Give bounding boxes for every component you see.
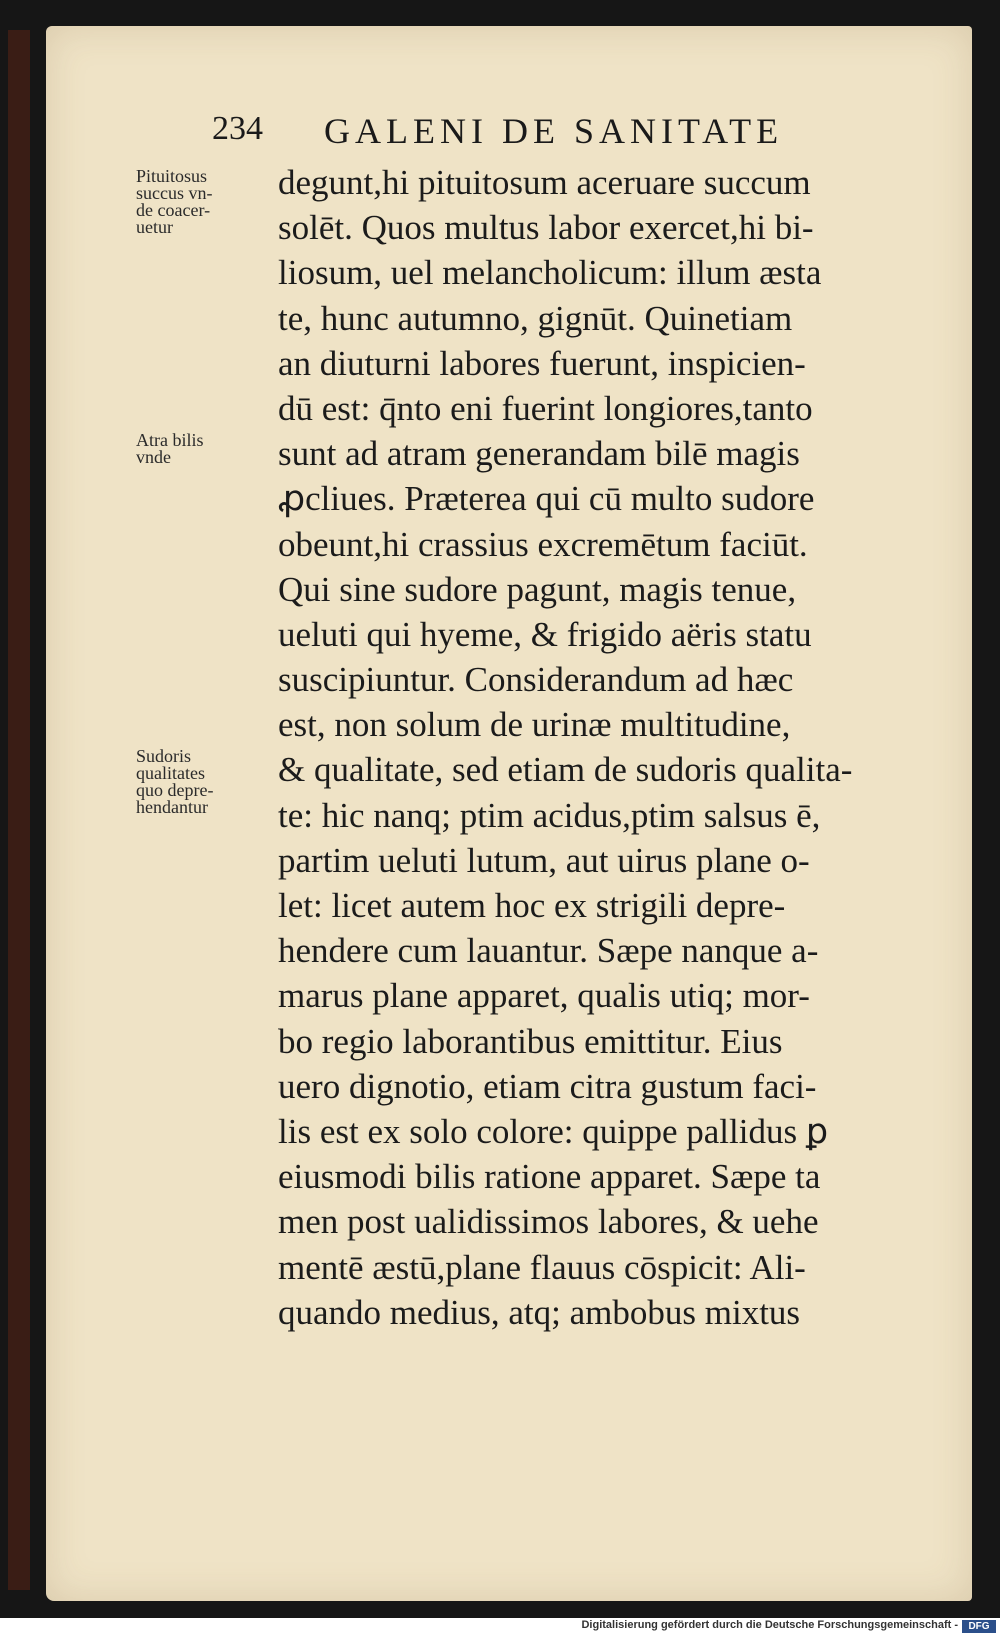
text-line: solēt. Quos multus labor exercet,hi bi- [278,208,814,248]
text-line: marus plane apparet, qualis utiq; mor- [278,976,810,1016]
margin-note-pituitosus [136,168,274,236]
text-line: mentē æstū,plane flauus cōspicit: Ali- [278,1247,806,1287]
text-line: ueluti qui hyeme, & frigido aëris statu [278,614,812,654]
book-spine [8,30,30,1590]
running-head [206,104,886,164]
text-line: ꝓcliues. Præterea qui cū multo sudore [278,479,815,519]
text-line: & qualitate, sed etiam de sudoris qualita- [278,750,853,790]
text-line: hendere cum lauantur. Sæpe nanque a- [278,931,819,971]
margin-note-atra-bilis [136,432,274,466]
text-line: liosum, uel melancholicum: illum æsta [278,253,822,293]
text-line: an diuturni labores fuerunt, inspicien- [278,343,806,383]
dfg-logo-icon: DFG [962,1620,996,1633]
text-line: est, non solum de urinæ multitudine, [278,705,791,745]
text-line: dū est: q̄nto eni fuerint longiores,tanto [278,388,813,428]
text-line: let: licet autem hoc ex strigili depre- [278,886,786,925]
text-line: sunt ad atram generandam bilē magis [278,434,800,474]
margin-note-line: Pituitosus [136,166,208,186]
text-line: uero dignotio, etiam citra gustum faci- [278,1066,817,1106]
text-line: quando medius, atq; ambobus mixtus [278,1292,801,1332]
margin-note-line: qualitates [136,763,205,783]
margin-note-line: Atra bilis [136,430,204,450]
margin-note-line: quo depre- [136,780,214,800]
text-line: partim ueluti lutum, aut uirus plane o- [278,840,810,880]
text-line: te, hunc autumno, gignūt. Quinetiam [278,298,793,338]
margin-note-line: Sudoris [136,746,192,766]
margin-note-line: succus vn- [136,183,213,203]
margin-note-sudoris [136,748,274,816]
margin-note-line: hendantur [136,797,208,817]
text-line: te: hic nanq; ptim acidus,ptim salsus ē, [278,795,821,835]
text-line: lis est ex solo colore: quippe pallidus ꝑ [278,1111,829,1151]
margin-note-line: uetur [136,217,173,237]
running-title: GALENI DE SANITATE [324,111,784,151]
margin-note-line: vnde [136,447,171,467]
text-line: obeunt,hi crassius excremētum faciūt. [278,524,808,564]
page-number: 234 [212,110,263,147]
body-text [278,160,918,1335]
text-line: degunt,hi pituitosum aceruare succum [278,163,811,202]
text-line: eiusmodi bilis ratione apparet. Sæpe ta [278,1157,821,1197]
funding-credit: Digitalisierung gefördert durch die Deutsche Forschungsgemeinschaft - [581,1619,958,1631]
text-line: bo regio laborantibus emittitur. Eius [278,1021,783,1061]
text-line: men post ualidissimos labores, & uehe [278,1202,819,1242]
text-line: Qui sine sudore pagunt, magis tenue, [278,569,797,609]
text-line: suscipiuntur. Considerandum ad hæc [278,660,794,700]
margin-note-line: de coacer- [136,200,211,220]
